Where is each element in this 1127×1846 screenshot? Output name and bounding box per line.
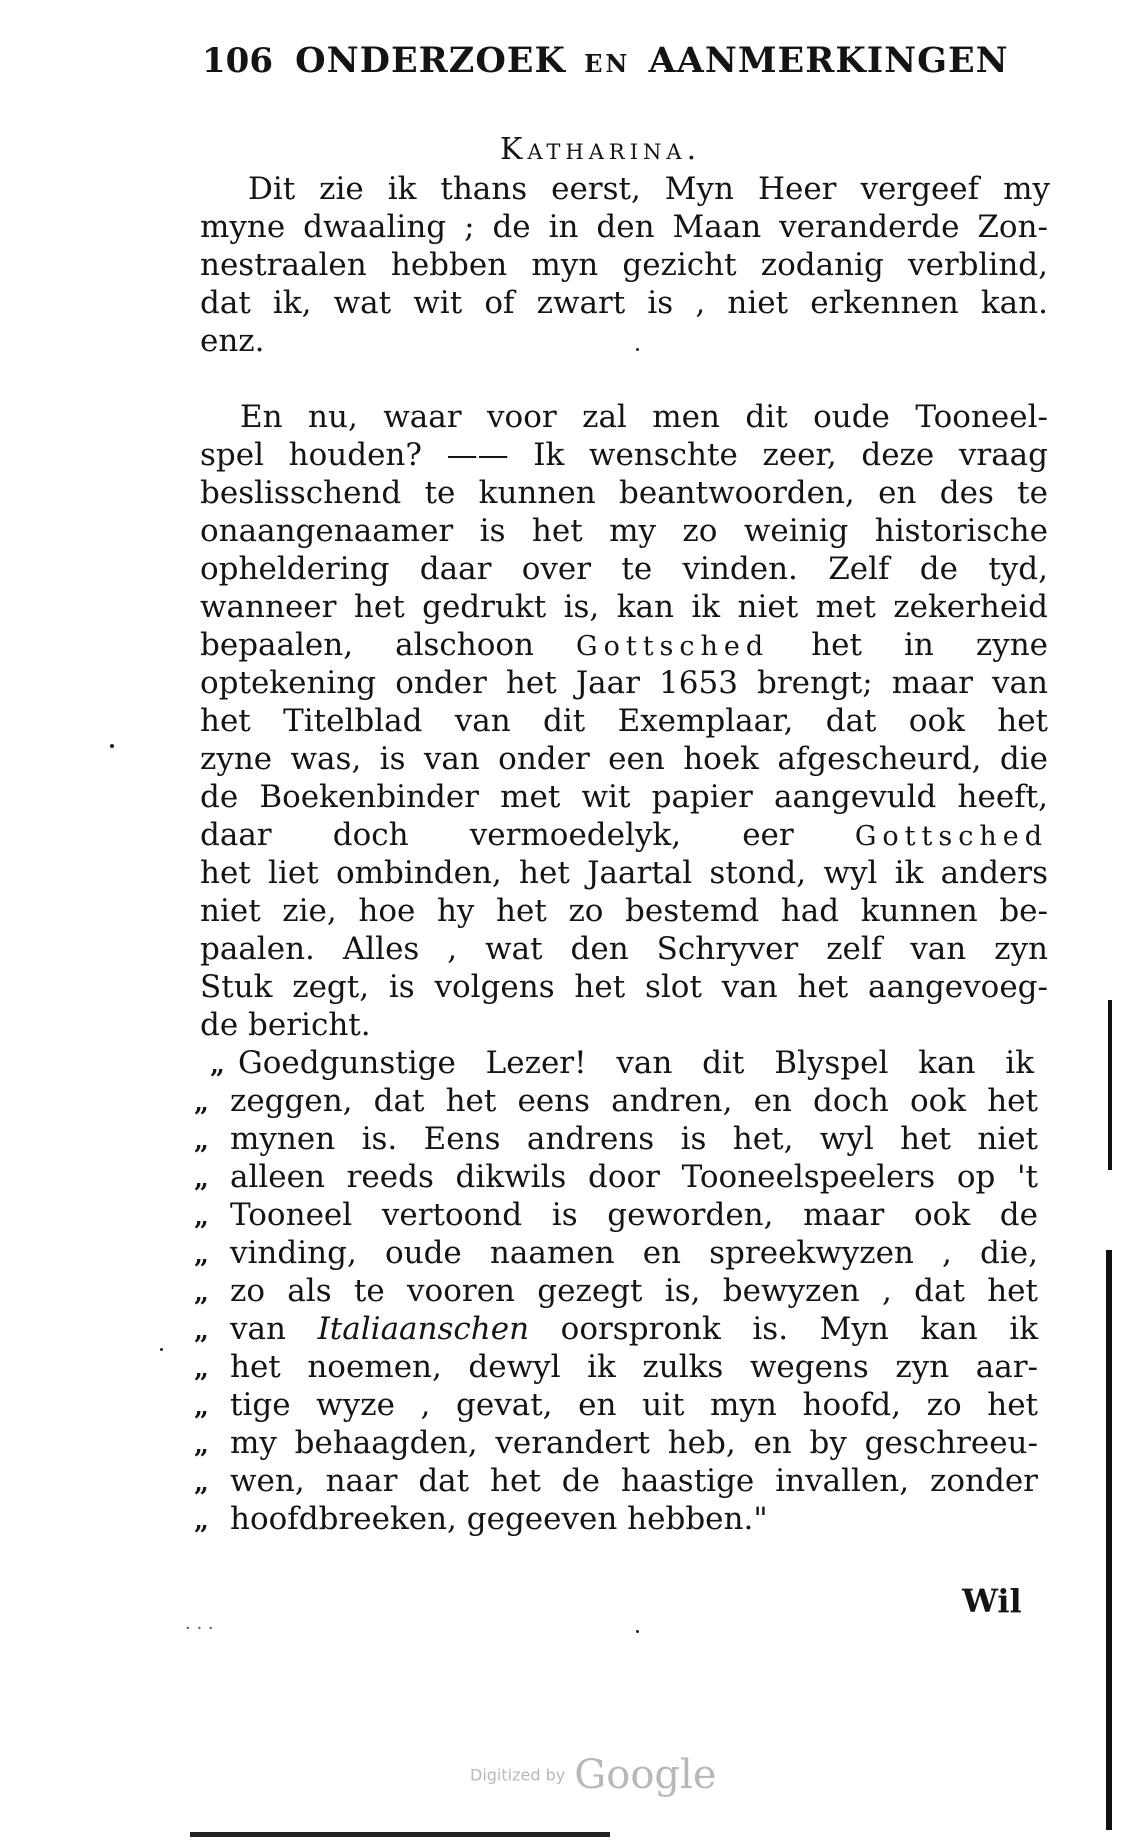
running-header — [202, 40, 1009, 90]
block3-line-9: het noemen, dewyl ik zulks wegens zyn aar- — [230, 1349, 1038, 1385]
block2-line-12-a: daar doch vermoedelyk, eer — [200, 817, 794, 853]
block2-line-5: opheldering daar over te vinden. Zelf de tyd, — [200, 551, 1048, 587]
author-name-gottsched-2: Gottsched — [854, 821, 1049, 852]
italic-italiaanschen: Italiaanschen — [317, 1311, 530, 1347]
page-edge-shadow — [1108, 1000, 1112, 1170]
block1-line-2: myne dwaaling ; de in den Maan veranderde Zon- — [200, 209, 1048, 245]
stray-marks: · · · — [185, 1618, 214, 1639]
block2-line-7 — [200, 626, 1048, 666]
block3-line-8-a: van — [230, 1311, 286, 1347]
quote-mark-8: „ — [194, 1316, 209, 1346]
ink-speck — [110, 744, 114, 748]
quote-mark-13: „ — [194, 1506, 209, 1536]
quote-mark-10: „ — [194, 1392, 209, 1422]
page-bottom-edge — [190, 1832, 610, 1837]
ink-speck — [160, 1348, 163, 1351]
block2-line-7-b: het in zyne — [811, 627, 1049, 663]
block2-line-2: spel houden? —— Ik wenschte zeer, deze vraag — [200, 437, 1048, 473]
block3-line-8 — [230, 1310, 1038, 1348]
quote-mark-2: „ — [194, 1088, 209, 1118]
block2-line-8: optekening onder het Jaar 1653 brengt; maar van — [200, 665, 1048, 701]
block3-line-11: my behaagden, verandert heb, en by geschreeu- — [230, 1425, 1038, 1461]
block2-line-9: het Titelblad van dit Exemplaar, dat ook het — [200, 703, 1048, 739]
block2-line-15: paalen. Alles , wat den Schryver zelf van zyn — [200, 931, 1048, 967]
block2-line-16: Stuk zegt, is volgens het slot van het aangevoeg- — [200, 969, 1048, 1005]
watermark-prefix: Digitized by — [470, 1765, 566, 1785]
block3-line-3: mynen is. Eens andrens is het, wyl het niet — [230, 1121, 1038, 1157]
block3-line-5: Tooneel vertoond is geworden, maar ook de — [230, 1197, 1038, 1233]
author-name-gottsched: Gottsched — [576, 631, 770, 662]
catchword: Wil — [962, 1582, 1022, 1620]
ink-speck — [636, 1630, 639, 1633]
quote-mark-4: „ — [194, 1164, 209, 1194]
block2-line-13: het liet ombinden, het Jaartal stond, wyl ik anders — [200, 855, 1048, 891]
block2-line-17: de bericht. — [200, 1007, 371, 1043]
watermark-brand: Google — [574, 1752, 717, 1798]
block3-line-12: wen, naar dat het de haastige invallen, zonder — [230, 1463, 1038, 1499]
quote-mark-11: „ — [194, 1430, 209, 1460]
block1-line-5: enz. — [200, 323, 265, 359]
block3-line-13: hoofdbreeken, gegeeven hebben." — [230, 1501, 768, 1537]
block3-line-10: tige wyze , gevat, en uit myn hoofd, zo het — [230, 1387, 1038, 1423]
block2-line-10: zyne was, is van onder een hoek afgescheurd, die — [200, 741, 1048, 777]
speaker-name: Katharina. — [500, 132, 702, 167]
block2-line-3: beslisschend te kunnen beantwoorden, en des te — [200, 475, 1048, 511]
block1-line-3: nestraalen hebben myn gezicht zodanig verblind, — [200, 247, 1048, 283]
block3-line-7: zo als te vooren gezegt is, bewyzen , dat het — [230, 1273, 1038, 1309]
page-edge-shadow — [1106, 1250, 1112, 1830]
quote-mark-6: „ — [194, 1240, 209, 1270]
block2-line-1: En nu, waar voor zal men dit oude Tooneel- — [240, 399, 1048, 435]
block2-line-12 — [200, 816, 1048, 856]
block2-line-6: wanneer het gedrukt is, kan ik niet met zekerheid — [200, 589, 1048, 625]
quote-mark-3: „ — [194, 1126, 209, 1156]
block3-line-2: zeggen, dat het eens andren, en doch ook het — [230, 1083, 1038, 1119]
quote-mark-9: „ — [194, 1354, 209, 1384]
block3-line-1: Goedgunstige Lezer! van dit Blyspel kan ik — [238, 1045, 1034, 1081]
quote-mark-1: „ — [210, 1050, 225, 1080]
ink-speck — [636, 348, 639, 351]
block3-line-6: vinding, oude naamen en spreekwyzen , die, — [230, 1235, 1038, 1271]
quote-mark-12: „ — [194, 1468, 209, 1498]
block2-line-14: niet zie, hoe hy het zo bestemd had kunnen be- — [200, 893, 1048, 929]
header-title-part1: ONDERZOEK — [295, 40, 566, 81]
block3-line-4: alleen reeds dikwils door Tooneelspeelers op 't — [230, 1159, 1038, 1195]
digitization-watermark — [470, 1752, 716, 1798]
block1-line-4: dat ik, wat wit of zwart is , niet erkennen kan. — [200, 285, 1048, 321]
header-title-part2: EN — [584, 49, 631, 78]
block2-line-11: de Boekenbinder met wit papier aangevuld heeft, — [200, 779, 1048, 815]
header-title-part3: AANMERKINGEN — [648, 40, 1009, 81]
block1-line-1: Dit zie ik thans eerst, Myn Heer vergeef my — [248, 171, 1050, 207]
quote-mark-5: „ — [194, 1202, 209, 1232]
block2-line-7-a: bepaalen, alschoon — [200, 627, 535, 663]
block2-line-4: onaangenaamer is het my zo weinig historische — [200, 513, 1048, 549]
block3-line-8-b: oorspronk is. Myn kan ik — [560, 1311, 1038, 1347]
page-number: 106 — [202, 41, 273, 81]
quote-mark-7: „ — [194, 1278, 209, 1308]
